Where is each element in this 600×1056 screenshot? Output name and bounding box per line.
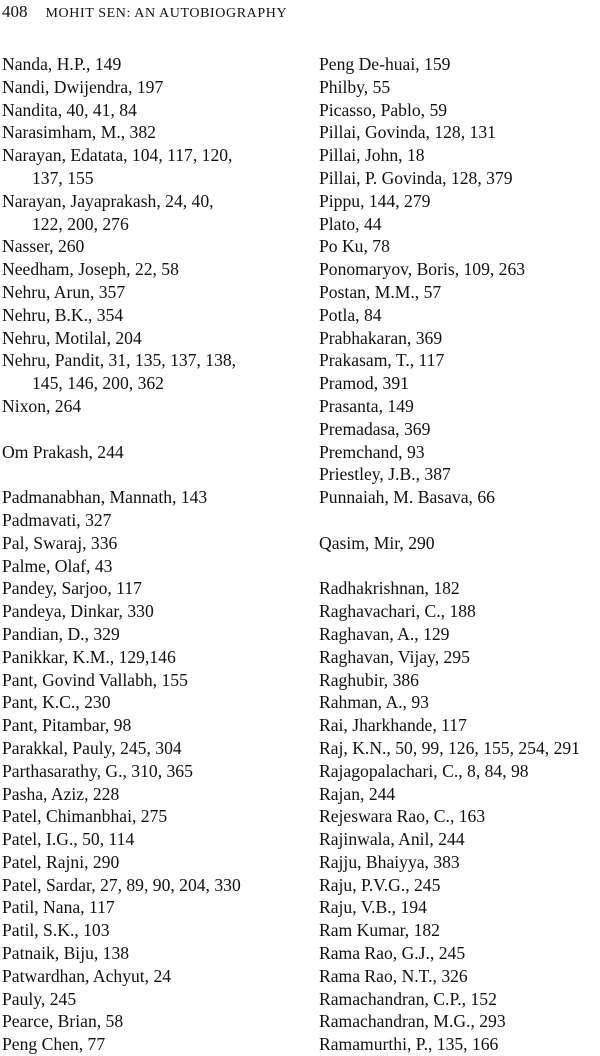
- index-entry-text: Peng Chen, 77: [2, 1034, 106, 1055]
- index-entry-text: Raj, K.N., 50, 99, 126, 155, 254, 291: [319, 737, 580, 758]
- index-entry-text: Pasha, Aziz, 228: [2, 783, 120, 804]
- index-entry: [319, 53, 600, 76]
- index-entry: [319, 76, 600, 99]
- index-entry-text: Parakkal, Pauly, 245, 304: [2, 737, 182, 758]
- index-entry-text: Rejeswara Rao, C., 163: [319, 806, 486, 827]
- page-number: 408: [2, 2, 28, 21]
- index-entry-text: Pearce, Brian, 58: [2, 1011, 124, 1032]
- index-entry-text: Pramod, 391: [319, 373, 409, 394]
- index-entry-text: Picasso, Pablo, 59: [319, 99, 448, 120]
- index-entry-text: Premadasa, 369: [319, 418, 431, 439]
- index-entry: [2, 600, 302, 623]
- index-entry-text: Radhakrishnan, 182: [319, 578, 460, 599]
- index-entry-text: Raju, P.V.G., 245: [319, 874, 441, 895]
- index-entry: [2, 258, 302, 281]
- index-entry: [319, 988, 600, 1011]
- index-entry: [319, 760, 600, 783]
- index-entry-text: Rai, Jharkhande, 117: [319, 715, 467, 736]
- index-entry: [2, 53, 302, 76]
- index-entry: [2, 441, 302, 464]
- index-entry: [2, 828, 302, 851]
- index-entry-text: Panikkar, K.M., 129,146: [2, 646, 176, 667]
- index-entry: [319, 942, 600, 965]
- index-entry: [2, 760, 302, 783]
- index-entry-text: Pant, K.C., 230: [2, 692, 111, 713]
- index-entry: [319, 167, 600, 190]
- index-entry-text: Patel, I.G., 50, 114: [2, 829, 135, 850]
- index-entry-text: Peng De-huai, 159: [319, 54, 451, 74]
- index-entry-text: Patel, Rajni, 290: [2, 851, 120, 872]
- index-entry: [2, 486, 302, 509]
- index-entry: [2, 327, 302, 350]
- index-entry: [319, 919, 600, 942]
- index-entry-text: Pauly, 245: [2, 988, 77, 1009]
- index-entry: [319, 646, 600, 669]
- index-entry: [319, 783, 600, 806]
- index-entry-text: Punnaiah, M. Basava, 66: [319, 487, 495, 508]
- index-entry: [2, 555, 302, 578]
- index-entry-text: Patel, Sardar, 27, 89, 90, 204, 330: [2, 874, 241, 895]
- index-entry: [2, 942, 302, 965]
- index-entry-text: Om Prakash, 244: [2, 441, 124, 462]
- index-entry-text: Nehru, Motilal, 204: [2, 327, 142, 348]
- index-entry: [2, 965, 302, 988]
- index-entry: [2, 121, 302, 144]
- index-entry: [319, 235, 600, 258]
- index-entry: [319, 532, 600, 555]
- index-entry: [319, 395, 600, 418]
- index-entry: [319, 1010, 600, 1033]
- index-entry: [319, 1033, 600, 1056]
- index-entry-text: Ramachandran, C.P., 152: [319, 988, 497, 1009]
- running-title: MOHIT SEN: AN AUTOBIOGRAPHY: [45, 6, 288, 21]
- index-entry-text: Narasimham, M., 382: [2, 122, 156, 143]
- index-entry: [319, 463, 600, 486]
- index-entry-text: Pandeya, Dinkar, 330: [2, 601, 154, 622]
- index-entry-text: Pandey, Sarjoo, 117: [2, 578, 142, 599]
- index-entry: [2, 1010, 302, 1033]
- index-entry-text: Premchand, 93: [319, 441, 425, 462]
- index-entry-text: Nasser, 260: [2, 236, 85, 257]
- index-entry-text: Parthasarathy, G., 310, 365: [2, 760, 193, 781]
- index-entry-text: Raghavan, A., 129: [319, 623, 450, 644]
- index-entry: [2, 1033, 302, 1056]
- index-entry: [319, 874, 600, 897]
- index-entry-text: Plato, 44: [319, 213, 382, 234]
- index-entry-text: Patel, Chimanbhai, 275: [2, 806, 168, 827]
- index-entry: [319, 577, 600, 600]
- index-entry: [2, 235, 302, 258]
- index-entry: [319, 144, 600, 167]
- index-entry-text: Nehru, Arun, 357: [2, 281, 126, 302]
- index-entry-text: Pandian, D., 329: [2, 623, 120, 644]
- index-entry: [319, 623, 600, 646]
- index-entry: [319, 121, 600, 144]
- index-entry-text: Patwardhan, Achyut, 24: [2, 965, 172, 986]
- index-entry: [319, 805, 600, 828]
- index-entry-text: Rajan, 244: [319, 783, 396, 804]
- index-entry-text: Raghavachari, C., 188: [319, 601, 476, 622]
- index-entry-text: Patnaik, Biju, 138: [2, 943, 130, 964]
- index-entry-text: Patil, Nana, 117: [2, 897, 115, 918]
- index-entry: [319, 190, 600, 213]
- index-entry: [319, 691, 600, 714]
- index-entry-text: Narayan, Edatata, 104, 117, 120,: [2, 145, 233, 166]
- index-entry-text: Needham, Joseph, 22, 58: [2, 259, 179, 280]
- index-entry-text: Philby, 55: [319, 76, 391, 97]
- index-entry-text: Pillai, John, 18: [319, 145, 425, 166]
- index-entry: [2, 577, 302, 600]
- index-entry-text: Rajju, Bhaiyya, 383: [319, 851, 460, 872]
- index-entry: [319, 600, 600, 623]
- index-entry: [2, 783, 302, 806]
- index-entry-text: Nandi, Dwijendra, 197: [2, 76, 164, 97]
- index-entry: [319, 418, 600, 441]
- index-entry-text: Nixon, 264: [2, 395, 82, 416]
- index-entry: [319, 349, 600, 372]
- index-entry: [2, 349, 302, 395]
- index-entry-text: Prakasam, T., 117: [319, 350, 445, 371]
- index-entry-text: Nehru, Pandit, 31, 135, 137, 138,: [2, 350, 237, 371]
- index-entry-text: Priestley, J.B., 387: [319, 464, 451, 485]
- index-entry-text: Patil, S.K., 103: [2, 920, 110, 941]
- index-column-right: [319, 53, 600, 1056]
- index-entry: [2, 281, 302, 304]
- index-entry: [319, 828, 600, 851]
- index-entry-text: Rahman, A., 93: [319, 692, 429, 713]
- index-entry: [319, 714, 600, 737]
- index-entry-text: Rajagopalachari, C., 8, 84, 98: [319, 760, 529, 781]
- index-entry-text: Raghavan, Vijay, 295: [319, 646, 470, 667]
- index-entry: [319, 486, 600, 509]
- index-entry: [2, 76, 302, 99]
- index-entry: [2, 896, 302, 919]
- index-entry-text: Pippu, 144, 279: [319, 190, 431, 211]
- index-entry-text: Narayan, Jayaprakash, 24, 40,: [2, 190, 214, 211]
- index-entry: [319, 213, 600, 236]
- index-entry: [319, 304, 600, 327]
- index-entry-text: Rama Rao, G.J., 245: [319, 943, 466, 964]
- index-entry: [2, 737, 302, 760]
- index-entry: [319, 851, 600, 874]
- index-entry: [319, 896, 600, 919]
- index-entry-text: Pillai, P. Govinda, 128, 379: [319, 167, 513, 188]
- index-entry: [2, 874, 302, 897]
- index-entry: [2, 99, 302, 122]
- index-entry-text: Ramachandran, M.G., 293: [319, 1011, 506, 1032]
- index-column-left: [2, 53, 302, 1056]
- index-entry-continuation: 137, 155: [32, 167, 94, 188]
- index-entry-text: Padmavati, 327: [2, 509, 112, 530]
- index-entry: [319, 441, 600, 464]
- index-entry: [2, 532, 302, 555]
- index-entry-text: Raju, V.B., 194: [319, 897, 427, 918]
- index-entry-text: Pal, Swaraj, 336: [2, 532, 118, 553]
- index-entry-text: Pant, Govind Vallabh, 155: [2, 669, 188, 690]
- index-entry: [2, 646, 302, 669]
- index-entry: [319, 258, 600, 281]
- index-entry: [319, 737, 600, 760]
- index-entry-text: Nehru, B.K., 354: [2, 304, 124, 325]
- index-entry-text: Pillai, Govinda, 128, 131: [319, 122, 496, 143]
- index-entry-text: Padmanabhan, Mannath, 143: [2, 487, 208, 508]
- index-entry: [319, 281, 600, 304]
- index-entry: [2, 988, 302, 1011]
- index-entry: [2, 395, 302, 418]
- index-entry-text: Po Ku, 78: [319, 236, 390, 257]
- index-entry: [319, 327, 600, 350]
- index-entry: [319, 372, 600, 395]
- index-entry-text: Prabhakaran, 369: [319, 327, 443, 348]
- index-entry-text: Raghubir, 386: [319, 669, 419, 690]
- index-entry: [2, 623, 302, 646]
- index-entry-text: Pant, Pitambar, 98: [2, 715, 132, 736]
- index-entry: [2, 851, 302, 874]
- index-entry: [2, 304, 302, 327]
- index-entry-text: Rajinwala, Anil, 244: [319, 829, 465, 850]
- index-entry-text: Prasanta, 149: [319, 395, 414, 416]
- index-entry-text: Ramamurthi, P., 135, 166: [319, 1034, 499, 1055]
- index-entry-text: Postan, M.M., 57: [319, 281, 442, 302]
- index-entry-text: Ram Kumar, 182: [319, 920, 440, 941]
- index-entry-text: Nanda, H.P., 149: [2, 54, 122, 74]
- index-entry: [2, 919, 302, 942]
- index-entry-text: Rama Rao, N.T., 326: [319, 965, 468, 986]
- index-entry-text: Ponomaryov, Boris, 109, 263: [319, 259, 526, 280]
- index-entry: [2, 669, 302, 692]
- index-entry: [2, 509, 302, 532]
- index-entry: [2, 714, 302, 737]
- index-entry-continuation: 122, 200, 276: [32, 213, 129, 234]
- index-entry-text: Qasim, Mir, 290: [319, 532, 435, 553]
- running-header: [2, 2, 287, 24]
- index-entry: [319, 965, 600, 988]
- index-entry-continuation: 145, 146, 200, 362: [32, 373, 164, 394]
- index-entry: [2, 144, 302, 190]
- index-entry-text: Palme, Olaf, 43: [2, 555, 113, 576]
- index-entry: [2, 190, 302, 236]
- index-entry-text: Nandita, 40, 41, 84: [2, 99, 137, 120]
- index-entry: [2, 691, 302, 714]
- index-entry: [319, 99, 600, 122]
- index-entry-text: Potla, 84: [319, 304, 382, 325]
- index-entry: [319, 669, 600, 692]
- index-entry: [2, 805, 302, 828]
